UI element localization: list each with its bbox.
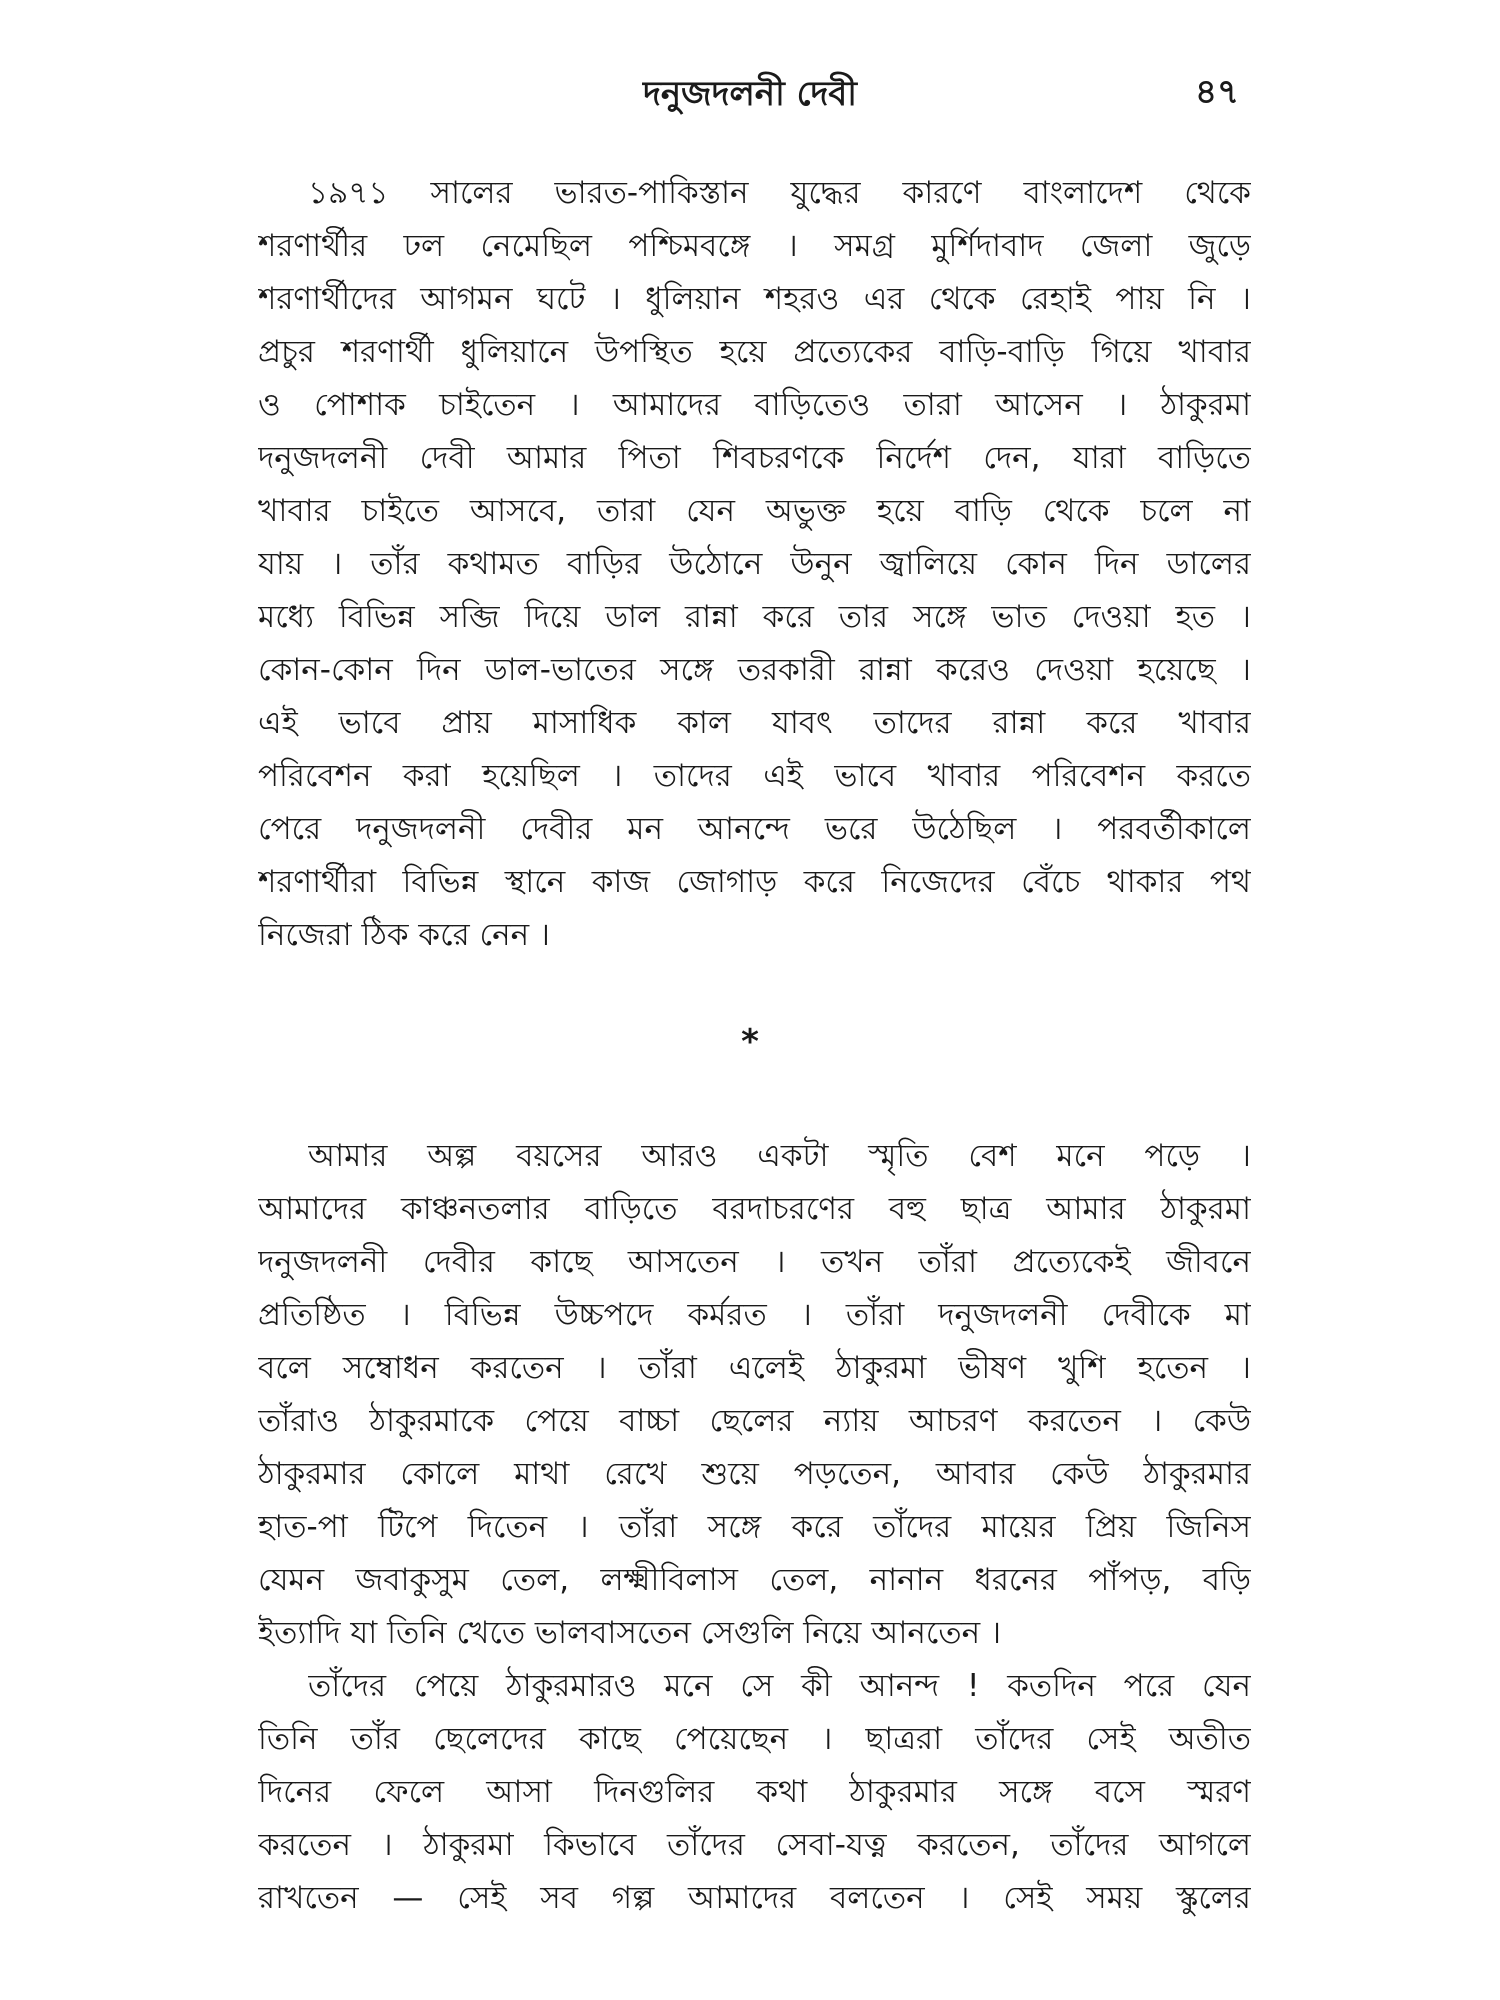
page-number: ৪৭ (1195, 72, 1240, 112)
text-line: শরণার্থীদের আগমন ঘটে । ধুলিয়ান শহরও এর থেকে রেহাই পায় নি । (258, 281, 1251, 317)
section-separator: * (741, 1022, 759, 1062)
running-header-title: দনুজদলনী দেবী (643, 74, 857, 114)
text-line: দনুজদলনী দেবী আমার পিতা শিবচরণকে নির্দেশ দেন, যারা বাড়িতে (258, 440, 1251, 476)
text-line: বলে সম্বোধন করতেন । তাঁরা এলেই ঠাকুরমা ভীষণ খুশি হতেন । (258, 1350, 1251, 1386)
text-line: দনুজদলনী দেবীর কাছে আসতেন । তখন তাঁরা প্রত্যেকেই জীবনে (258, 1244, 1251, 1280)
text-line: আমার অল্প বয়সের আরও একটা স্মৃতি বেশ মনে পড়ে । (308, 1138, 1251, 1174)
text-line: এই ভাবে প্রায় মাসাধিক কাল যাবৎ তাদের রান্না করে খাবার (258, 705, 1251, 741)
text-line: প্রতিষ্ঠিত । বিভিন্ন উচ্চপদে কর্মরত । তাঁরা দনুজদলনী দেবীকে মা (258, 1297, 1251, 1333)
text-line: রাখতেন — সেই সব গল্প আমাদের বলতেন । সেই সময় স্কুলের (258, 1880, 1251, 1916)
text-line: খাবার চাইতে আসবে, তারা যেন অভুক্ত হয়ে বাড়ি থেকে চলে না (258, 493, 1251, 529)
text-line: ইত্যাদি যা তিনি খেতে ভালবাসতেন সেগুলি নিয়ে আনতেন । (258, 1615, 1002, 1651)
text-line: তাঁরাও ঠাকুরমাকে পেয়ে বাচ্চা ছেলের ন্যায় আচরণ করতেন । কেউ (258, 1403, 1251, 1439)
text-line: যায় । তাঁর কথামত বাড়ির উঠোনে উনুন জ্বালিয়ে কোন দিন ডালের (258, 546, 1251, 582)
text-line: আমাদের কাঞ্চনতলার বাড়িতে বরদাচরণের বহু ছাত্র আমার ঠাকুরমা (258, 1191, 1251, 1227)
text-line: মধ্যে বিভিন্ন সব্জি দিয়ে ডাল রান্না করে তার সঙ্গে ভাত দেওয়া হত । (258, 599, 1251, 635)
text-line: করতেন । ঠাকুরমা কিভাবে তাঁদের সেবা-যত্ন করতেন, তাঁদের আগলে (258, 1827, 1251, 1863)
text-line: তাঁদের পেয়ে ঠাকুরমারও মনে সে কী আনন্দ ! কতদিন পরে যেন (308, 1668, 1251, 1704)
text-line: পেরে দনুজদলনী দেবীর মন আনন্দে ভরে উঠেছিল । পরবর্তীকালে (258, 811, 1251, 847)
text-line: দিনের ফেলে আসা দিনগুলির কথা ঠাকুরমার সঙ্গে বসে স্মরণ (258, 1774, 1251, 1810)
text-line: হাত-পা টিপে দিতেন । তাঁরা সঙ্গে করে তাঁদের মায়ের প্রিয় জিনিস (258, 1509, 1251, 1545)
text-line: ১৯৭১ সালের ভারত-পাকিস্তান যুদ্ধের কারণে বাংলাদেশ থেকে (308, 175, 1251, 211)
text-line: ও পোশাক চাইতেন । আমাদের বাড়িতেও তারা আসেন । ঠাকুরমা (258, 387, 1251, 423)
text-line: প্রচুর শরণার্থী ধুলিয়ানে উপস্থিত হয়ে প্রত্যেকের বাড়ি-বাড়ি গিয়ে খাবার (258, 334, 1251, 370)
text-line: তিনি তাঁর ছেলেদের কাছে পেয়েছেন । ছাত্ররা তাঁদের সেই অতীত (258, 1721, 1251, 1757)
text-line: নিজেরা ঠিক করে নেন । (258, 917, 551, 953)
text-line: যেমন জবাকুসুম তেল, লক্ষ্মীবিলাস তেল, নানান ধরনের পাঁপড়, বড়ি (258, 1562, 1251, 1598)
text-line: শরণার্থীর ঢল নেমেছিল পশ্চিমবঙ্গে । সমগ্র মুর্শিদাবাদ জেলা জুড়ে (258, 228, 1251, 264)
text-line: ঠাকুরমার কোলে মাথা রেখে শুয়ে পড়তেন, আবার কেউ ঠাকুরমার (258, 1456, 1251, 1492)
text-line: কোন-কোন দিন ডাল-ভাতের সঙ্গে তরকারী রান্না করেও দেওয়া হয়েছে । (258, 652, 1251, 688)
text-line: শরণার্থীরা বিভিন্ন স্থানে কাজ জোগাড় করে নিজেদের বেঁচে থাকার পথ (258, 864, 1251, 900)
text-line: পরিবেশন করা হয়েছিল । তাদের এই ভাবে খাবার পরিবেশন করতে (258, 758, 1251, 794)
